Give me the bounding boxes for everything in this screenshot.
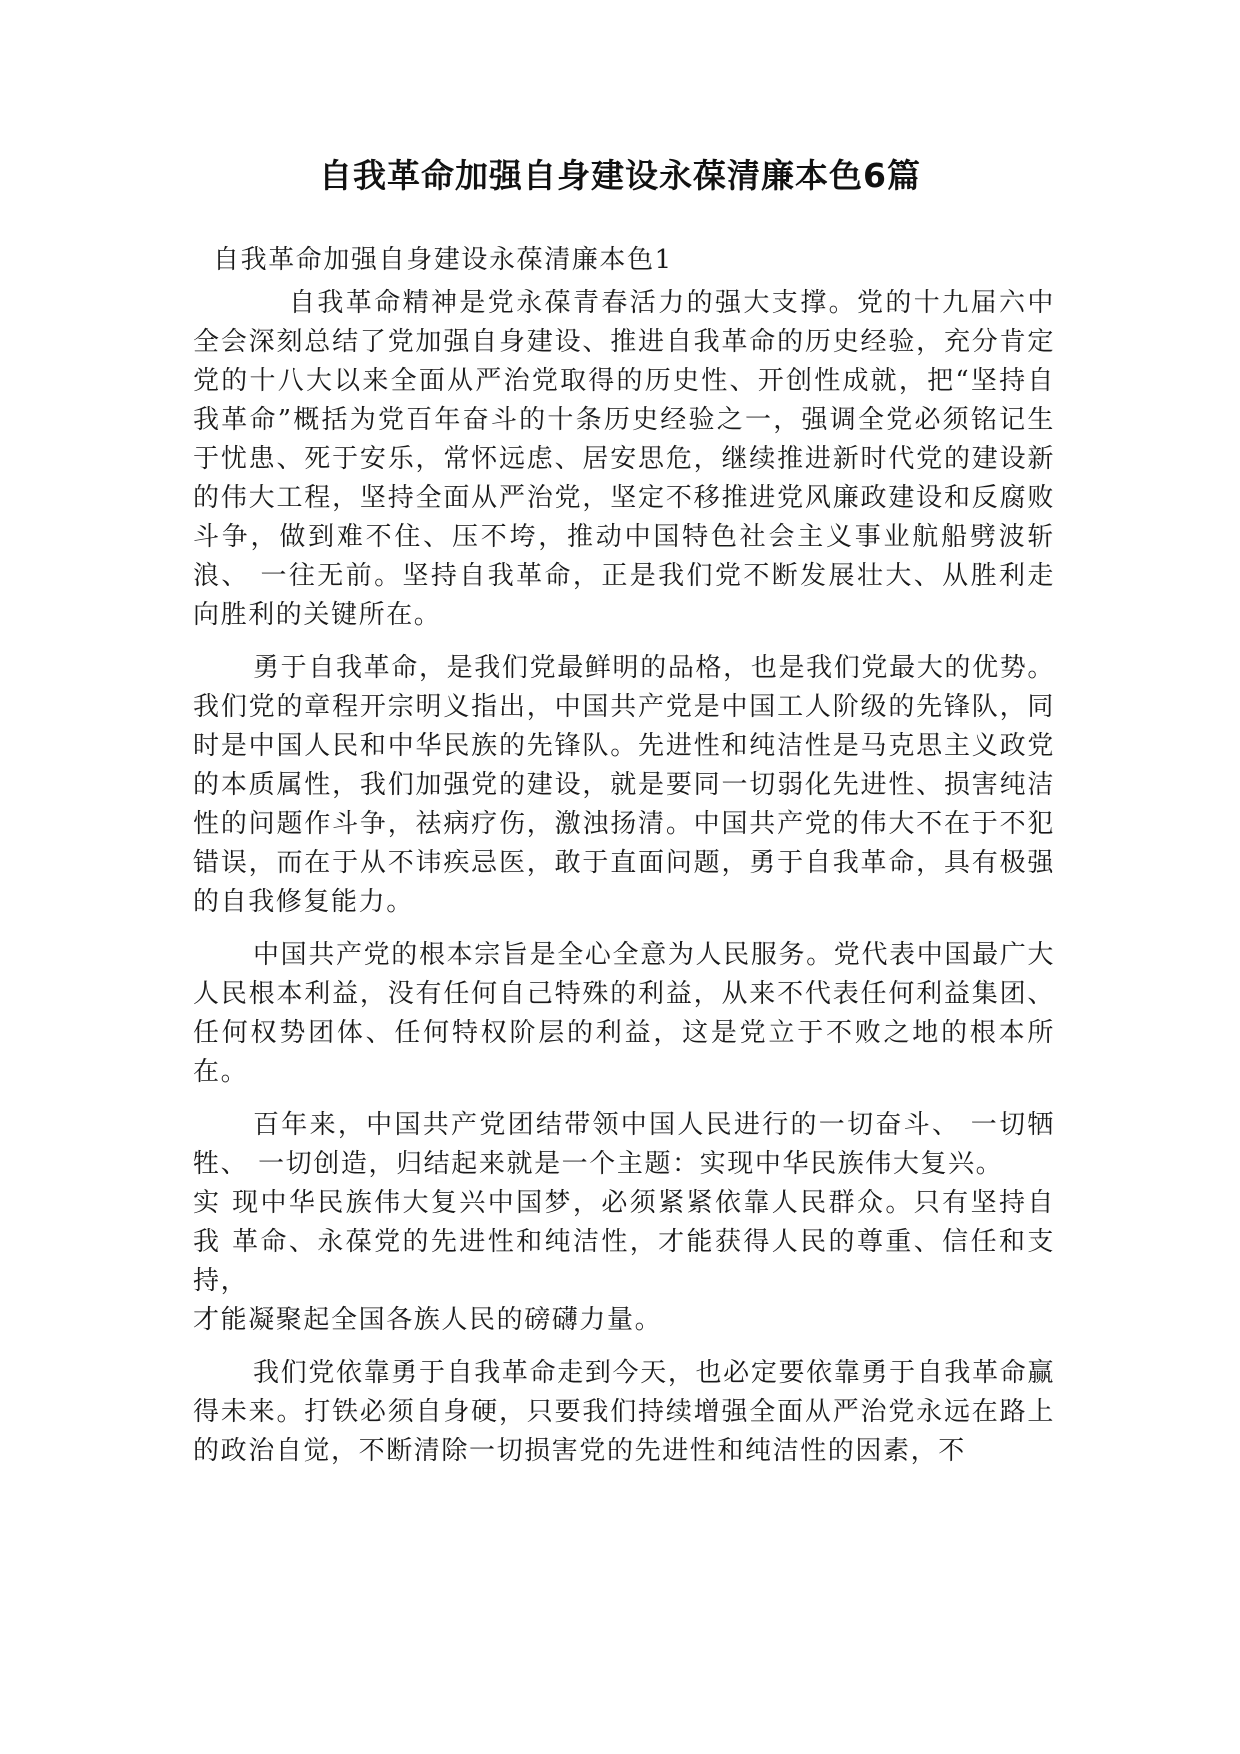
section-heading: 自我革命加强自身建设永葆清廉本色1 bbox=[213, 245, 673, 275]
paragraph-5: 实 现中华民族伟大复兴中国梦，必须紧紧依靠人民群众。只有坚持自我 革命、永葆党的先进性和纯洁性，才能获得人民的尊重、信任和支持， bbox=[193, 1188, 1055, 1296]
paragraph-1: 自我革命精神是党永葆青春活力的强大支撑。党的十九届六中全会深刻总结了党加强自身建设、推进自我革命的历史经验，充分肯定党的十八大以来全面从严治党取得的历史性、开创性成就，把“坚持自我革命”概括为党百年奋斗的十条历史经验之一，强调全党必须铭记生于忧患、死于安乐，常怀远虑、居安思危，继续推进新时代党的建设新的伟大工程，坚持全面从严治党，坚定不移推进党风廉政建设和反腐败斗争，做到难不住、压不垮，推动中国特色社会主义事业航船劈波斩浪、 一往无前。坚持自我革命，正是我们党不断发展壮大、从胜利走向胜利的关键所在。 bbox=[193, 288, 1055, 630]
paragraph-3: 中国共产党的根本宗旨是全心全意为人民服务。党代表中国最广大人民根本利益，没有任何自己特殊的利益，从来不代表任何利益集团、任何权势团体、任何特权阶层的利益，这是党立于不败之地的根本所在。 bbox=[193, 940, 1055, 1087]
document-body bbox=[193, 238, 1055, 1485]
document-title: 自我革命加强自身建设永葆清廉本色6篇 bbox=[319, 156, 921, 195]
paragraph-7: 我们党依靠勇于自我革命走到今天，也必定要依靠勇于自我革命赢得未来。打铁必须自身硬，只要我们持续增强全面从严治党永远在路上的政治自觉，不断清除一切损害党的先进性和纯洁性的因素，不 bbox=[193, 1358, 1055, 1466]
paragraph-6: 才能凝聚起全国各族人民的磅礴力量。 bbox=[193, 1305, 663, 1335]
paragraph-2: 勇于自我革命，是我们党最鲜明的品格，也是我们党最大的优势。我们党的章程开宗明义指出，中国共产党是中国工人阶级的先锋队，同时是中国人民和中华民族的先锋队。先进性和纯洁性是马克思主义政党的本质属性，我们加强党的建设，就是要同一切弱化先进性、损害纯洁性的问题作斗争，祛病疗伤，激浊扬清。中国共产党的伟大不在于不犯错误，而在于从不讳疾忌医，敢于直面问题，勇于自我革命，具有极强的自我修复能力。 bbox=[193, 653, 1055, 917]
paragraph-4: 百年来，中国共产党团结带领中国人民进行的一切奋斗、 一切牺牲、 一切创造，归结起来就是一个主题：实现中华民族伟大复兴。 bbox=[193, 1110, 1055, 1179]
